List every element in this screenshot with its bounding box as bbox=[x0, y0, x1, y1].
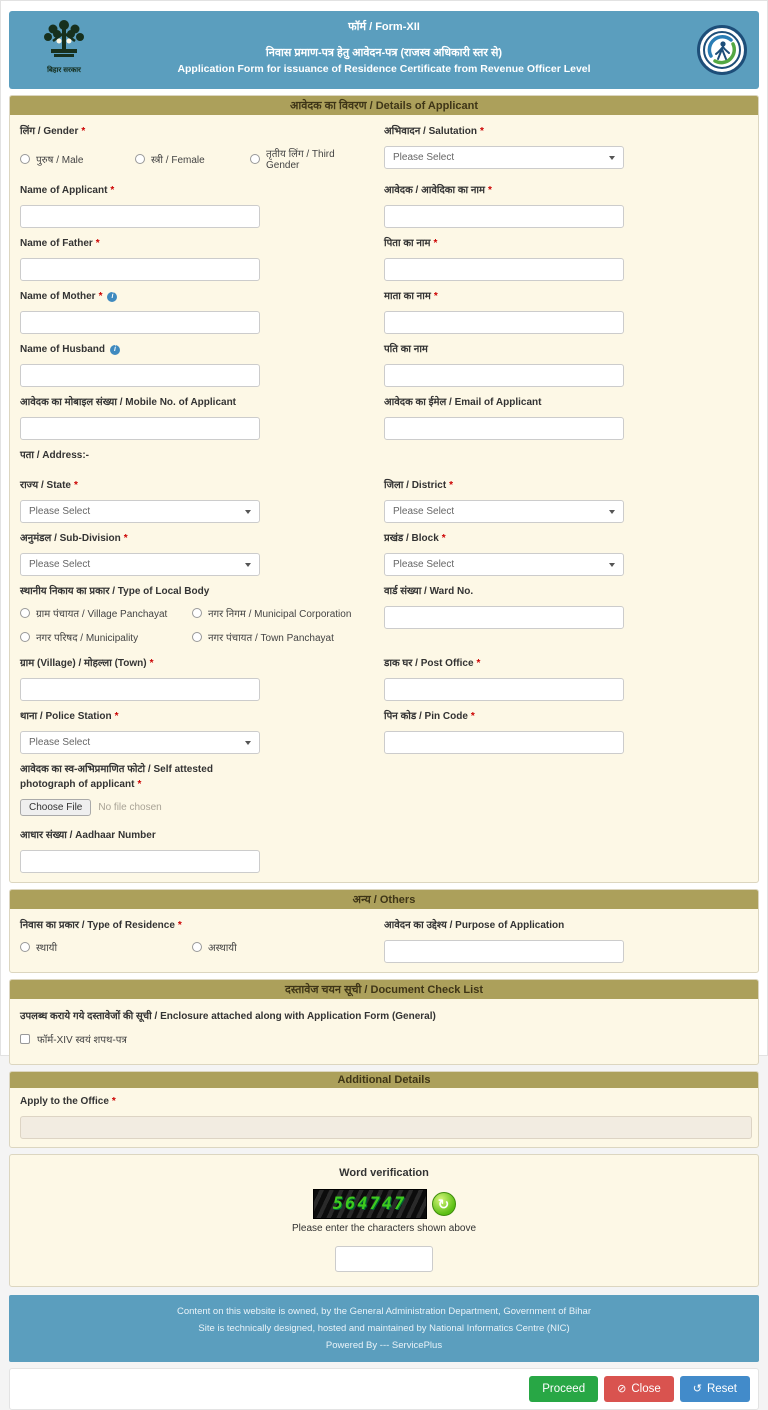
pin-code-input-cell bbox=[384, 702, 748, 755]
district-select[interactable] bbox=[384, 500, 624, 523]
form-title-english: Application Form for issuance of Residence Certificate from Revenue Officer Level bbox=[177, 63, 591, 75]
form-row bbox=[20, 176, 748, 229]
form-row bbox=[20, 577, 748, 649]
applicant-details-panel bbox=[9, 95, 759, 883]
aadhaar-number-input[interactable] bbox=[20, 850, 260, 873]
form-row bbox=[20, 117, 748, 176]
local-body-radio-group-cell bbox=[20, 577, 384, 649]
local-body-radio-group-option[interactable] bbox=[20, 606, 192, 620]
address-heading-cell bbox=[20, 441, 384, 471]
mother-name-hindi-input-label-text: माता का नाम bbox=[384, 291, 431, 302]
email-input-cell bbox=[384, 388, 748, 441]
checkbox-icon bbox=[20, 1034, 30, 1044]
photo-file-input[interactable]: Choose File bbox=[20, 799, 91, 816]
father-name-hindi-input-label-text: पिता का नाम bbox=[384, 238, 431, 249]
tree-emblem-icon bbox=[41, 17, 87, 63]
state-select-cell bbox=[20, 471, 384, 524]
address-heading-label bbox=[20, 448, 384, 463]
name-of-applicant-input-label bbox=[20, 183, 384, 198]
sub-division-select-label bbox=[20, 531, 384, 546]
required-asterisk: * bbox=[433, 291, 438, 302]
captcha-hint: Please enter the characters shown above bbox=[292, 1223, 476, 1234]
sub-division-select[interactable] bbox=[20, 553, 260, 576]
form-row bbox=[20, 388, 748, 441]
apply-to-office-input bbox=[20, 1116, 752, 1139]
name-of-father-input-label bbox=[20, 236, 384, 251]
section-header-applicant: आवेदक का विवरण / Details of Applicant bbox=[10, 96, 758, 115]
required-asterisk: * bbox=[95, 238, 100, 249]
husband-name-hindi-input[interactable] bbox=[384, 364, 624, 387]
required-asterisk: * bbox=[123, 533, 128, 544]
footer-line-2: Site is technically designed, hosted and maintained by National Informatics Centre (NIC) bbox=[198, 1323, 570, 1335]
word-verification-title: Word verification bbox=[339, 1167, 429, 1179]
email-input[interactable] bbox=[384, 417, 624, 440]
gender-radio-group-cell bbox=[20, 117, 384, 176]
local-body-radio-group-option-label: नगर परिषद / Municipality bbox=[36, 633, 139, 644]
ban-icon: ⊘ bbox=[617, 1382, 627, 1395]
required-asterisk: * bbox=[137, 779, 142, 790]
name-of-father-input-label-text: Name of Father bbox=[20, 238, 93, 249]
block-select-label-text: प्रखंड / Block bbox=[384, 533, 439, 544]
post-office-input[interactable] bbox=[384, 678, 624, 701]
name-of-husband-input-label-text: Name of Husband bbox=[20, 344, 106, 355]
name-of-mother-input-label-text: Name of Mother bbox=[20, 291, 96, 302]
ward-no-input-label-text: वार्ड संख्या / Ward No. bbox=[384, 586, 474, 597]
gender-radio-group-label bbox=[20, 124, 384, 139]
local-body-radio-group bbox=[20, 606, 360, 644]
footer-line-1: Content on this website is owned, by the General Administration Department, Government of Bihar bbox=[177, 1306, 591, 1317]
mother-name-hindi-input-label bbox=[384, 289, 748, 304]
others-panel bbox=[9, 889, 759, 973]
name-of-husband-input-cell bbox=[20, 335, 384, 388]
chevron-down-icon bbox=[245, 563, 251, 567]
salutation-select-label-text: अभिवादन / Salutation bbox=[384, 126, 477, 137]
aadhaar-number-input-cell bbox=[20, 821, 384, 874]
footer-line-3: Powered By --- ServicePlus bbox=[325, 1340, 443, 1352]
chevron-down-icon bbox=[609, 563, 615, 567]
radio-icon bbox=[192, 942, 202, 952]
required-asterisk: * bbox=[488, 185, 492, 196]
gender-radio-group-option[interactable] bbox=[20, 146, 135, 171]
gender-radio-group-option-label: स्त्री / Female bbox=[151, 154, 205, 166]
section-header-others: अन्य / Others bbox=[10, 890, 758, 909]
residence-type-radio-group-label bbox=[20, 918, 384, 933]
required-asterisk: * bbox=[149, 658, 154, 669]
father-name-hindi-input-label bbox=[384, 236, 748, 251]
village-town-input-label bbox=[20, 656, 384, 671]
purpose-input-cell bbox=[384, 911, 748, 964]
local-body-radio-group-option-label: नगर निगम / Municipal Corporation bbox=[208, 609, 352, 620]
chevron-down-icon bbox=[609, 156, 615, 160]
village-town-input[interactable] bbox=[20, 678, 260, 701]
radio-icon bbox=[250, 154, 260, 164]
mother-name-hindi-input[interactable] bbox=[384, 311, 624, 334]
additional-details-panel bbox=[9, 1071, 759, 1148]
form-xiv-affidavit-label: फॉर्म-XIV स्वयं शपथ-पत्र bbox=[37, 1035, 127, 1046]
form-row bbox=[20, 702, 748, 755]
empty-cell bbox=[384, 755, 748, 821]
close-button-label: Close bbox=[631, 1383, 661, 1396]
photo-file-input-row bbox=[20, 799, 384, 816]
address-heading-label-text: पता / Address:- bbox=[20, 450, 89, 461]
form-title-hindi: निवास प्रमाण-पत्र हेतु आवेदन-पत्र (राजस्व अधिकारी स्तर से) bbox=[265, 47, 503, 59]
required-asterisk: * bbox=[433, 238, 438, 249]
bihar-govt-logo-text: बिहार सरकार bbox=[47, 67, 81, 74]
proceed-button[interactable] bbox=[529, 1376, 598, 1402]
radio-icon bbox=[20, 154, 30, 164]
name-of-applicant-input[interactable] bbox=[20, 205, 260, 228]
required-asterisk: * bbox=[114, 711, 119, 722]
name-of-husband-input[interactable] bbox=[20, 364, 260, 387]
form-row bbox=[20, 755, 748, 821]
husband-name-hindi-input-label bbox=[384, 342, 748, 357]
name-of-applicant-input-cell bbox=[20, 176, 384, 229]
name-of-mother-input[interactable] bbox=[20, 311, 260, 334]
post-office-input-label bbox=[384, 656, 748, 671]
gender-radio-group-option[interactable] bbox=[135, 146, 250, 171]
form-xiv-affidavit-checkbox[interactable] bbox=[20, 1032, 748, 1046]
husband-name-hindi-input-cell bbox=[384, 335, 748, 388]
photo-file-input-label bbox=[20, 762, 270, 792]
police-station-select[interactable] bbox=[20, 731, 260, 754]
residence-type-radio-group-option[interactable] bbox=[192, 940, 360, 954]
apply-to-office-label-text: Apply to the Office bbox=[20, 1096, 109, 1107]
local-body-radio-group-label-text: स्थानीय निकाय का प्रकार / Type of Local Body bbox=[20, 586, 210, 597]
gender-radio-group-option-label: तृतीय लिंग / Third Gender bbox=[266, 149, 335, 171]
residence-type-radio-group-cell bbox=[20, 911, 384, 964]
block-select[interactable] bbox=[384, 553, 624, 576]
village-town-input-label-text: ग्राम (Village) / मोहल्ला (Town) bbox=[20, 658, 147, 669]
residence-type-radio-group-option[interactable] bbox=[20, 940, 192, 954]
name-of-mother-input-cell bbox=[20, 282, 384, 335]
site-footer bbox=[9, 1295, 759, 1362]
state-select-value: Please Select bbox=[29, 506, 91, 517]
reset-button[interactable] bbox=[680, 1376, 750, 1402]
district-select-label bbox=[384, 478, 748, 493]
police-station-select-label-text: थाना / Police Station bbox=[20, 711, 112, 722]
info-icon: i bbox=[107, 292, 117, 302]
gender-radio-group-option-label: पुरुष / Male bbox=[36, 154, 84, 166]
form-row bbox=[20, 441, 748, 471]
post-office-input-label-text: डाक घर / Post Office bbox=[384, 658, 474, 669]
purpose-input[interactable] bbox=[384, 940, 624, 963]
required-asterisk: * bbox=[111, 1096, 116, 1107]
district-select-cell bbox=[384, 471, 748, 524]
required-asterisk: * bbox=[441, 533, 446, 544]
block-select-cell bbox=[384, 524, 748, 577]
serviceplus-emblem-icon bbox=[703, 31, 741, 69]
form-row bbox=[20, 229, 748, 282]
form-row bbox=[20, 335, 748, 388]
info-icon: i bbox=[110, 345, 120, 355]
required-asterisk: * bbox=[110, 185, 115, 196]
section-header-additional: Additional Details bbox=[10, 1072, 758, 1088]
refresh-icon: ↺ bbox=[692, 1382, 702, 1395]
police-station-select-label bbox=[20, 709, 384, 724]
applicant-name-hindi-input-label bbox=[384, 183, 748, 198]
aadhaar-number-input-label bbox=[20, 828, 384, 843]
close-button[interactable] bbox=[604, 1376, 674, 1402]
photo-file-input-cell bbox=[20, 755, 384, 821]
email-input-label bbox=[384, 395, 748, 410]
village-town-input-cell bbox=[20, 649, 384, 702]
captcha-code: 564747 bbox=[332, 1194, 407, 1214]
local-body-radio-group-option[interactable] bbox=[192, 606, 360, 620]
reset-button-label: Reset bbox=[706, 1383, 737, 1396]
applicant-name-hindi-input[interactable] bbox=[384, 205, 624, 228]
email-input-label-text: आवेदक का ईमेल / Email of Applicant bbox=[384, 397, 542, 408]
radio-icon bbox=[192, 632, 202, 642]
photo-file-input-label-text: आवेदक का स्व-अभिप्रमाणित फोटो / Self attested photograph of applicant bbox=[20, 764, 213, 790]
block-select-label bbox=[384, 531, 748, 546]
residence-type-radio-group-option-label: स्थायी bbox=[36, 943, 58, 954]
residence-type-radio-group-option-label: अस्थायी bbox=[208, 943, 237, 954]
chevron-down-icon bbox=[245, 510, 251, 514]
mobile-no-input-label bbox=[20, 395, 384, 410]
mother-name-hindi-input-cell bbox=[384, 282, 748, 335]
ward-no-input[interactable] bbox=[384, 606, 624, 629]
required-asterisk: * bbox=[470, 711, 475, 722]
residence-type-radio-group-label-text: निवास का प्रकार / Type of Residence bbox=[20, 920, 175, 931]
word-verification-panel bbox=[9, 1154, 759, 1287]
name-of-mother-input-label bbox=[20, 289, 384, 304]
apply-to-office-label bbox=[20, 1094, 748, 1109]
others-form-body bbox=[10, 909, 758, 972]
form-row bbox=[20, 471, 748, 524]
empty-cell bbox=[384, 441, 748, 471]
radio-icon bbox=[20, 942, 30, 952]
required-asterisk: * bbox=[81, 126, 86, 137]
state-select[interactable] bbox=[20, 500, 260, 523]
enclosure-list-label: उपलब्ध कराये गये दस्तावेजों की सूची / Enclosure attached along with Application Form (General) bbox=[20, 1011, 436, 1022]
local-body-radio-group-option-label: नगर पंचायत / Town Panchayat bbox=[208, 633, 334, 644]
father-name-hindi-input-cell bbox=[384, 229, 748, 282]
sub-division-select-cell bbox=[20, 524, 384, 577]
pin-code-input[interactable] bbox=[384, 731, 624, 754]
police-station-select-value: Please Select bbox=[29, 737, 91, 748]
document-checklist-panel bbox=[9, 979, 759, 1065]
local-body-radio-group-option[interactable] bbox=[20, 630, 192, 644]
applicant-name-hindi-input-cell bbox=[384, 176, 748, 229]
state-select-label bbox=[20, 478, 384, 493]
form-row bbox=[20, 649, 748, 702]
captcha-image bbox=[313, 1189, 427, 1219]
salutation-select-label bbox=[384, 124, 748, 139]
pin-code-input-label bbox=[384, 709, 748, 724]
radio-icon bbox=[20, 608, 30, 618]
state-select-label-text: राज्य / State bbox=[20, 480, 71, 491]
ward-no-input-label bbox=[384, 584, 748, 599]
block-select-value: Please Select bbox=[393, 559, 455, 570]
ward-no-input-cell bbox=[384, 577, 748, 649]
serviceplus-logo bbox=[697, 25, 747, 75]
name-of-applicant-input-label-text: Name of Applicant bbox=[20, 185, 108, 196]
required-asterisk: * bbox=[177, 920, 182, 931]
post-office-input-cell bbox=[384, 649, 748, 702]
chevron-down-icon bbox=[609, 510, 615, 514]
applicant-form-body bbox=[10, 115, 758, 882]
bihar-govt-logo bbox=[21, 17, 107, 75]
form-number: फॉर्म / Form-XII bbox=[348, 21, 420, 33]
required-asterisk: * bbox=[449, 480, 454, 491]
form-row bbox=[20, 821, 748, 874]
radio-icon bbox=[192, 608, 202, 618]
required-asterisk: * bbox=[74, 480, 78, 491]
form-row bbox=[20, 282, 748, 335]
chevron-down-icon bbox=[245, 741, 251, 745]
no-file-chosen-text: No file chosen bbox=[98, 802, 162, 813]
salutation-select-value: Please Select bbox=[393, 152, 455, 163]
local-body-radio-group-label bbox=[20, 584, 384, 599]
captcha-input[interactable] bbox=[335, 1246, 433, 1272]
empty-cell bbox=[384, 821, 748, 874]
captcha-refresh-icon[interactable]: ↻ bbox=[432, 1192, 456, 1216]
form-row bbox=[20, 524, 748, 577]
husband-name-hindi-input-label-text: पति का नाम bbox=[384, 344, 428, 355]
purpose-input-label bbox=[384, 918, 748, 933]
sub-division-select-value: Please Select bbox=[29, 559, 91, 570]
pin-code-input-label-text: पिन कोड / Pin Code bbox=[384, 711, 468, 722]
police-station-select-cell bbox=[20, 702, 384, 755]
residence-type-radio-group bbox=[20, 940, 360, 954]
required-asterisk: * bbox=[479, 126, 484, 137]
name-of-father-input-cell bbox=[20, 229, 384, 282]
required-asterisk: * bbox=[476, 658, 481, 669]
action-button-bar bbox=[9, 1368, 759, 1410]
required-asterisk: * bbox=[98, 291, 103, 302]
header-banner bbox=[9, 11, 759, 89]
purpose-input-label-text: आवेदन का उद्देश्य / Purpose of Application bbox=[384, 920, 565, 931]
applicant-name-hindi-input-label-text: आवेदक / आवेदिका का नाम bbox=[384, 185, 486, 196]
gender-radio-group bbox=[20, 146, 384, 171]
radio-icon bbox=[20, 632, 30, 642]
salutation-select[interactable] bbox=[384, 146, 624, 169]
local-body-radio-group-option-label: ग्राम पंचायत / Village Panchayat bbox=[36, 609, 168, 620]
father-name-hindi-input[interactable] bbox=[384, 258, 624, 281]
district-select-label-text: जिला / District bbox=[384, 480, 447, 491]
mobile-no-input-label-text: आवेदक का मोबाइल संख्या / Mobile No. of Applicant bbox=[20, 397, 237, 408]
name-of-husband-input-label bbox=[20, 342, 384, 357]
gender-radio-group-label-text: लिंग / Gender bbox=[20, 126, 79, 137]
aadhaar-number-input-label-text: आधार संख्या / Aadhaar Number bbox=[20, 830, 156, 841]
sub-division-select-label-text: अनुमंडल / Sub-Division bbox=[20, 533, 121, 544]
name-of-father-input[interactable] bbox=[20, 258, 260, 281]
mobile-no-input[interactable] bbox=[20, 417, 260, 440]
radio-icon bbox=[135, 154, 145, 164]
proceed-button-label: Proceed bbox=[542, 1383, 586, 1396]
mobile-no-input-cell bbox=[20, 388, 384, 441]
district-select-value: Please Select bbox=[393, 506, 455, 517]
gender-radio-group-option[interactable] bbox=[250, 146, 365, 171]
salutation-select-cell bbox=[384, 117, 748, 176]
section-header-documents: दस्तावेज चयन सूची / Document Check List bbox=[10, 980, 758, 999]
local-body-radio-group-option[interactable] bbox=[192, 630, 360, 644]
form-row bbox=[20, 911, 748, 964]
